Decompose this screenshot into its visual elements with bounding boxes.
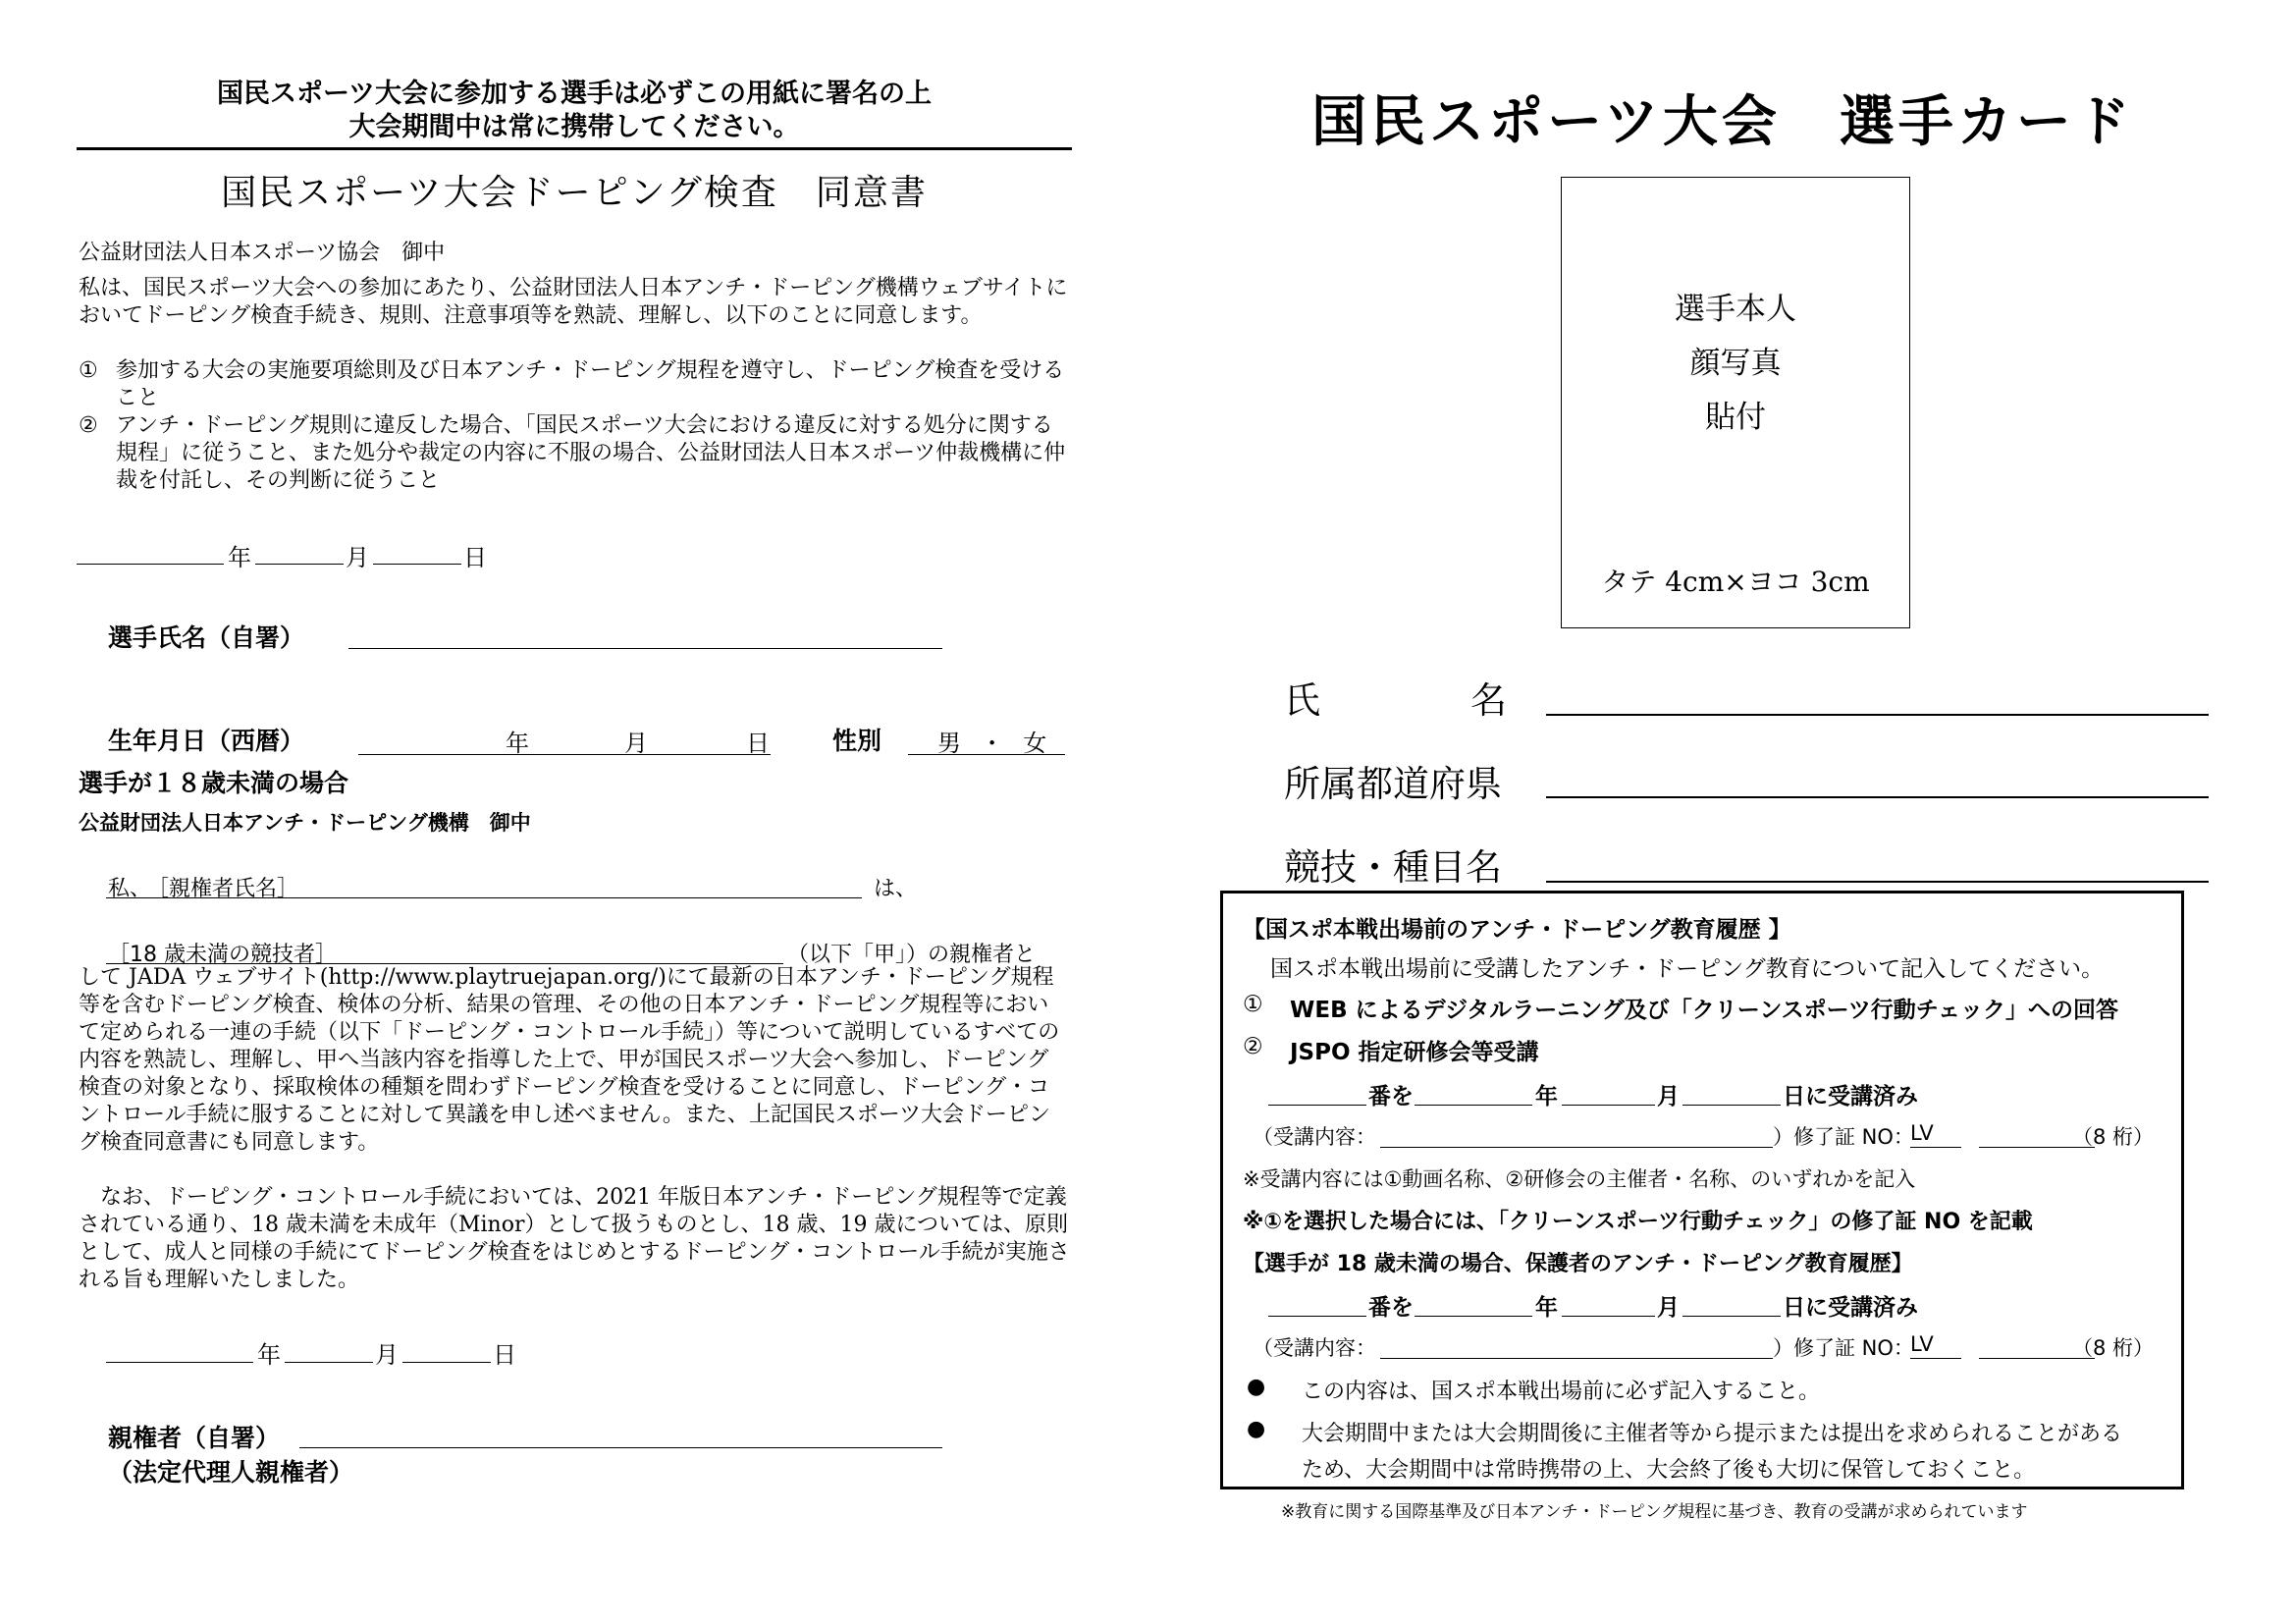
- edu-option-1: WEB によるデジタルラーニング及び「クリーンスポーツ行動チェック」への回答: [1290, 998, 2119, 1023]
- bullet-2-mark: ●: [1247, 1417, 1266, 1441]
- guardian-edu-lv-field[interactable]: [1910, 1358, 1961, 1359]
- guardian-edu-month-label: 月: [1657, 1295, 1680, 1321]
- prefecture-field[interactable]: [1546, 796, 2209, 798]
- sport-field[interactable]: [1546, 881, 2209, 883]
- birth-date-label: 生年月日（西暦）: [108, 727, 305, 755]
- notice-line-1: 国民スポーツ大会に参加する選手は必ずこの用紙に署名の上: [217, 79, 932, 109]
- date-year-blank[interactable]: [77, 564, 224, 565]
- guardian-intro-prefix: 私、: [108, 877, 152, 901]
- edu-guardian-heading: 【選手が 18 歳未満の場合、保護者のアンチ・ドーピング教育履歴】: [1243, 1252, 1913, 1276]
- guardian-intro-suffix: は、: [874, 877, 918, 901]
- guardian-signature-label: 親権者（自署）: [108, 1424, 281, 1452]
- date2-month-blank[interactable]: [285, 1362, 373, 1363]
- guardian-edu-content-close: ）修了証 NO：: [1773, 1336, 1914, 1360]
- guardian-edu-lv-label: LV: [1910, 1332, 1934, 1356]
- birth-year-label: 年: [506, 730, 529, 757]
- photo-box[interactable]: [1561, 177, 1910, 628]
- edu-content-close: ）修了証 NO：: [1773, 1125, 1914, 1149]
- edu-note-1: ※受講内容には①動画名称、②研修会の主催者・名称、のいずれかを記入: [1243, 1167, 1916, 1191]
- guardian-edu-year-blank[interactable]: [1415, 1316, 1532, 1317]
- date-year-label: 年: [228, 544, 251, 571]
- edu-lv-field[interactable]: [1910, 1147, 1961, 1148]
- bullet-2-line-2: ため、大会期間中は常時携帯の上、大会終了後も大切に保管しておくこと。: [1302, 1458, 2036, 1483]
- edu-digits-label: （8 桁）: [2072, 1125, 2155, 1149]
- education-history-box: [1220, 891, 2184, 1489]
- date2-year-label: 年: [257, 1341, 281, 1369]
- photo-size: タテ 4cm×ヨコ 3cm: [1601, 566, 1870, 598]
- sport-label: 競技・種目名: [1284, 846, 1502, 889]
- edu-option-1-mark: ①: [1243, 992, 1263, 1017]
- consent-intro: 私は、国民スポーツ大会への参加にあたり、公益財団法人日本アンチ・ドーピング機構ウェブサイトにおいてドーピング検査手続き、規則、注意事項等を熟読、理解し、以下のことに同意します。: [79, 276, 1068, 328]
- guardian-name-field-label: ［親権者氏名］: [147, 877, 299, 901]
- date-month-label: 月: [346, 544, 369, 571]
- item-2-mark: ②: [79, 413, 98, 438]
- athlete-name-field[interactable]: [348, 648, 942, 649]
- edu-content-label: （受講内容：: [1253, 1125, 1376, 1149]
- name-field[interactable]: [1546, 714, 2209, 716]
- photo-line-3: 貼付: [1705, 400, 1766, 435]
- name-label-1: 氏: [1284, 679, 1320, 722]
- item-1-text: 参加する大会の実施要項総則及び日本アンチ・ドーピング規程を遵守し、ドーピング検査を受けること: [116, 358, 1065, 410]
- edu-month-label: 月: [1657, 1084, 1680, 1110]
- guardian-edu-day-label: 日に受講済み: [1783, 1295, 1918, 1321]
- date-day-label: 日: [463, 544, 487, 571]
- name-label-2: 名: [1470, 679, 1507, 722]
- date-month-blank[interactable]: [255, 564, 344, 565]
- addressee-jsa: 公益財団法人日本スポーツ協会 御中: [79, 241, 446, 265]
- athlete-name-label: 選手氏名（自署）: [108, 623, 305, 652]
- notice-divider: [77, 147, 1072, 150]
- edu-year-label: 年: [1535, 1084, 1558, 1110]
- guardian-edu-content-field[interactable]: [1380, 1358, 1773, 1359]
- edu-option-2-mark: ②: [1243, 1034, 1263, 1059]
- birth-day-label: 日: [746, 730, 770, 757]
- guardian-edu-ban-label: 番を: [1368, 1295, 1414, 1321]
- guardian-edu-year-label: 年: [1535, 1295, 1558, 1321]
- minor-athlete-suffix: （以下「甲」）の親権者と: [787, 943, 1037, 967]
- guardian-edu-content-label: （受講内容：: [1253, 1336, 1376, 1360]
- edu-note-2: ※①を選択した場合には、「クリーンスポーツ行動チェック」の修了証 NO を記載: [1243, 1210, 2033, 1234]
- sex-options[interactable]: 男 ・ 女: [937, 730, 1053, 757]
- photo-line-1: 選手本人: [1675, 292, 1796, 327]
- edu-month-blank[interactable]: [1562, 1105, 1655, 1106]
- guardian-signature-field[interactable]: [299, 1447, 942, 1448]
- date2-day-blank[interactable]: [402, 1362, 491, 1363]
- photo-line-2: 顔写真: [1689, 346, 1782, 381]
- date2-year-blank[interactable]: [106, 1362, 253, 1363]
- bullet-1-mark: ●: [1247, 1375, 1266, 1399]
- minor-heading: 選手が１８歳未満の場合: [79, 769, 349, 797]
- sex-label: 性別: [832, 727, 882, 755]
- edu-number-blank[interactable]: [1268, 1105, 1366, 1106]
- guardian-edu-number-blank[interactable]: [1268, 1316, 1366, 1317]
- edu-day-label: 日に受講済み: [1783, 1084, 1918, 1110]
- minor-athlete-field-label: ［18 歳未満の競技者］: [108, 943, 337, 967]
- bullet-1-text: この内容は、国スポ本戦出場前に必ず記入すること。: [1302, 1380, 1821, 1404]
- date-day-blank[interactable]: [373, 564, 461, 565]
- bullet-2-line-1: 大会期間中または大会期間後に主催者等から提示または提出を求められることがある: [1302, 1422, 2123, 1446]
- notice-line-2: 大会期間中は常に携帯してください。: [348, 112, 800, 142]
- prefecture-label: 所属都道府県: [1284, 763, 1502, 805]
- edu-heading: 【国スポ本戦出場前のアンチ・ドーピング教育履歴 】: [1243, 917, 1791, 943]
- item-2-text: アンチ・ドーピング規則に違反した場合、「国民スポーツ大会における違反に対する処分に関する規程」に従うこと、また処分や裁定の内容に不服の場合、公益財団法人日本スポーツ仲裁機構に仲裁を付託し、その判断に従うこと: [116, 413, 1066, 493]
- date2-day-label: 日: [493, 1341, 516, 1369]
- guardian-consent-paragraph-2: なお、ドーピング・コントロール手続においては、2021 年版日本アンチ・ドーピング規程等で定義されている通り、18 歳未満を未成年（Minor）として扱うものとし、18 歳、19 歳については、原則として、成人と同様の手続にてドーピング検査をはじめとするドーピング・コントロール手続が実施される旨も理解いたしました。: [79, 1185, 1070, 1292]
- edu-instruction: 国スポ本戦出場前に受講したアンチ・ドーピング教育について記入してください。: [1270, 956, 2105, 982]
- guardian-edu-digits-label: （8 桁）: [2072, 1336, 2155, 1360]
- guardian-signature-sub: （法定代理人親権者）: [108, 1458, 354, 1487]
- birth-month-label: 月: [624, 730, 648, 757]
- edu-ban-label: 番を: [1368, 1084, 1414, 1110]
- education-footnote: ※教育に関する国際基準及び日本アンチ・ドーピング規程に基づき、教育の受講が求められています: [1281, 1502, 2028, 1522]
- guardian-consent-paragraph-1: して JADA ウェブサイト(http://www.playtruejapan.org/)にて最新の日本アンチ・ドーピング規程等を含むドーピング検査、検体の分析、結果の管理、その他の日本アンチ・ドーピング規程等において定められる一連の手続（以下「ドーピング・コントロール手続」）等について説明しているすべての内容を熟読し、理解し、甲へ当該内容を指導した上で、甲が国民スポーツ大会へ参加し、ドーピング検査の対象となり、採取検体の種類を問わずドーピング検査を受けることに同意し、ドーピング・コントロール手続に服することに対して異議を申し述べません。また、上記国民スポーツ大会ドーピング検査同意書にも同意します。: [79, 965, 1060, 1155]
- date2-month-label: 月: [375, 1341, 399, 1369]
- edu-lv-label: LV: [1910, 1121, 1934, 1145]
- edu-content-field[interactable]: [1380, 1147, 1773, 1148]
- guardian-edu-month-blank[interactable]: [1562, 1316, 1655, 1317]
- edu-option-2: JSPO 指定研修会等受講: [1290, 1040, 1539, 1065]
- edu-day-blank[interactable]: [1682, 1105, 1781, 1106]
- guardian-name-field[interactable]: [106, 897, 862, 898]
- athlete-card-title: 国民スポーツ大会 選手カード: [1311, 90, 2134, 154]
- edu-year-blank[interactable]: [1415, 1105, 1532, 1106]
- addressee-jada: 公益財団法人日本アンチ・ドーピング機構 御中: [79, 811, 531, 835]
- consent-title: 国民スポーツ大会ドーピング検査 同意書: [221, 173, 928, 213]
- guardian-edu-day-blank[interactable]: [1682, 1316, 1781, 1317]
- birth-date-field[interactable]: [358, 754, 771, 755]
- item-1-mark: ①: [79, 358, 98, 383]
